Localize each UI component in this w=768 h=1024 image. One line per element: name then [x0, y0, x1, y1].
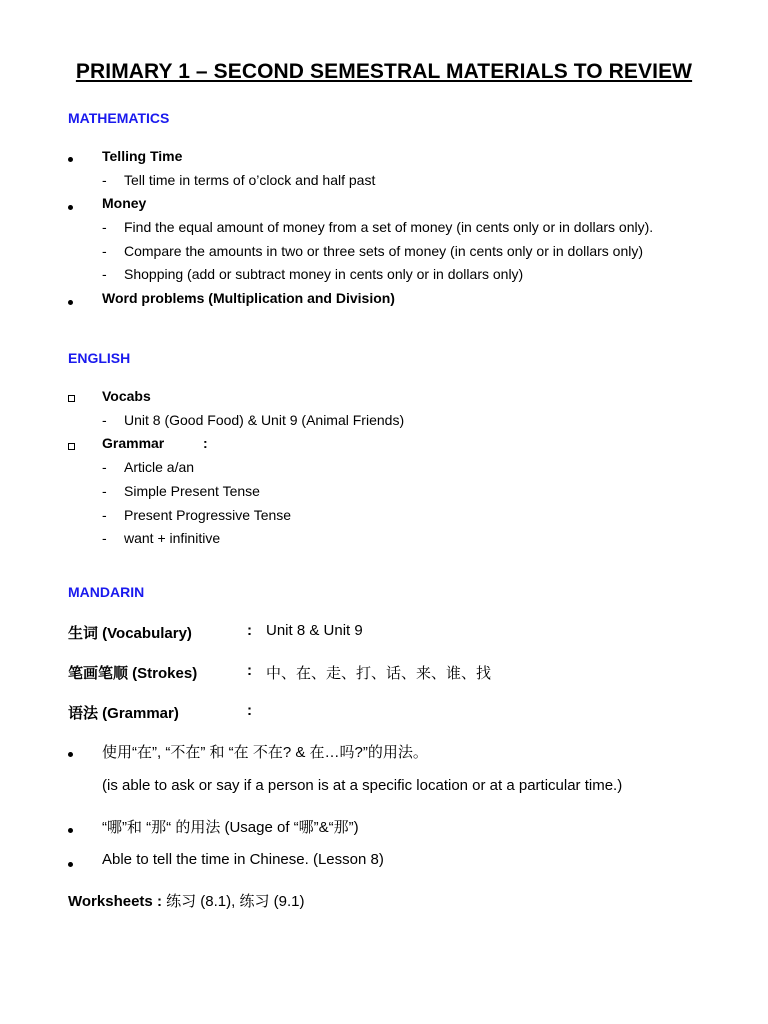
english-subitem: Article a/an [124, 459, 195, 475]
dash-icon: - [102, 412, 107, 428]
page-title: PRIMARY 1 – SECOND SEMESTRAL MATERIALS TO REVIEW [75, 60, 693, 83]
section-heading-mathematics: MATHEMATICS [68, 110, 170, 126]
bullet-icon [68, 752, 73, 757]
worksheets-line [68, 890, 304, 911]
dash-icon: - [102, 459, 107, 475]
worksheets-label: Worksheets [68, 893, 153, 910]
english-subitem: want + infinitive [124, 530, 221, 546]
math-item-telling-time: Telling Time [102, 148, 183, 164]
checkbox-bullet-icon [68, 443, 75, 450]
math-subitem: Find the equal amount of money from a set of money (in cents only or in dollars only). [124, 219, 654, 235]
mandarin-grammar-point: Able to tell the time in Chinese. (Lesson 8) [102, 851, 384, 868]
dash-icon: - [102, 530, 107, 546]
worksheets-colon: : [156, 893, 162, 910]
mandarin-colon: : [247, 662, 252, 679]
mandarin-strokes-value: 中、在、走、打、话、来、谁、找 [266, 665, 492, 682]
bullet-icon [68, 205, 73, 210]
english-item-grammar: Grammar [102, 435, 165, 451]
english-subitem: Present Progressive Tense [124, 507, 292, 523]
mandarin-vocabulary-label: 生词 (Vocabulary) [68, 625, 192, 642]
dash-icon: - [102, 507, 107, 523]
dash-icon: - [102, 219, 107, 235]
math-subitem: Tell time in terms of o’clock and half past [124, 172, 376, 188]
english-item-vocabs: Vocabs [102, 388, 151, 404]
dash-icon: - [102, 172, 107, 188]
mandarin-grammar-point: “哪”和 “那“ 的用法 (Usage of “哪”&“那”) [102, 819, 359, 836]
bullet-icon [68, 300, 73, 305]
english-grammar-colon: : [203, 435, 208, 451]
mandarin-strokes-label: 笔画笔顺 (Strokes) [68, 665, 198, 682]
worksheets-value: 练习 (8.1), 练习 (9.1) [166, 893, 305, 910]
dash-icon: - [102, 266, 107, 282]
mandarin-colon: : [247, 702, 252, 719]
mandarin-colon: : [247, 622, 252, 639]
bullet-icon [68, 828, 73, 833]
math-subitem: Compare the amounts in two or three sets of money (in cents only or in dollars only) [124, 243, 644, 259]
section-heading-mandarin: MANDARIN [68, 584, 145, 600]
section-heading-english: ENGLISH [68, 350, 131, 366]
math-item-word-problems: Word problems (Multiplication and Division) [102, 290, 395, 306]
mandarin-grammar-label: 语法 (Grammar) [68, 705, 179, 722]
bullet-icon [68, 862, 73, 867]
math-subitem: Shopping (add or subtract money in cents only or in dollars only) [124, 266, 524, 282]
math-item-money: Money [102, 195, 147, 211]
english-subitem: Simple Present Tense [124, 483, 260, 499]
mandarin-grammar-note: (is able to ask or say if a person is at a specific location or at a particular time.) [102, 777, 623, 794]
english-subitem: Unit 8 (Good Food) & Unit 9 (Animal Friends) [124, 412, 405, 428]
bullet-icon [68, 157, 73, 162]
dash-icon: - [102, 483, 107, 499]
dash-icon: - [102, 243, 107, 259]
mandarin-grammar-point: 使用“在”, “不在” 和 “在 不在? & 在…吗?”的用法。 [102, 744, 428, 761]
checkbox-bullet-icon [68, 395, 75, 402]
mandarin-vocabulary-value: Unit 8 & Unit 9 [266, 622, 363, 639]
